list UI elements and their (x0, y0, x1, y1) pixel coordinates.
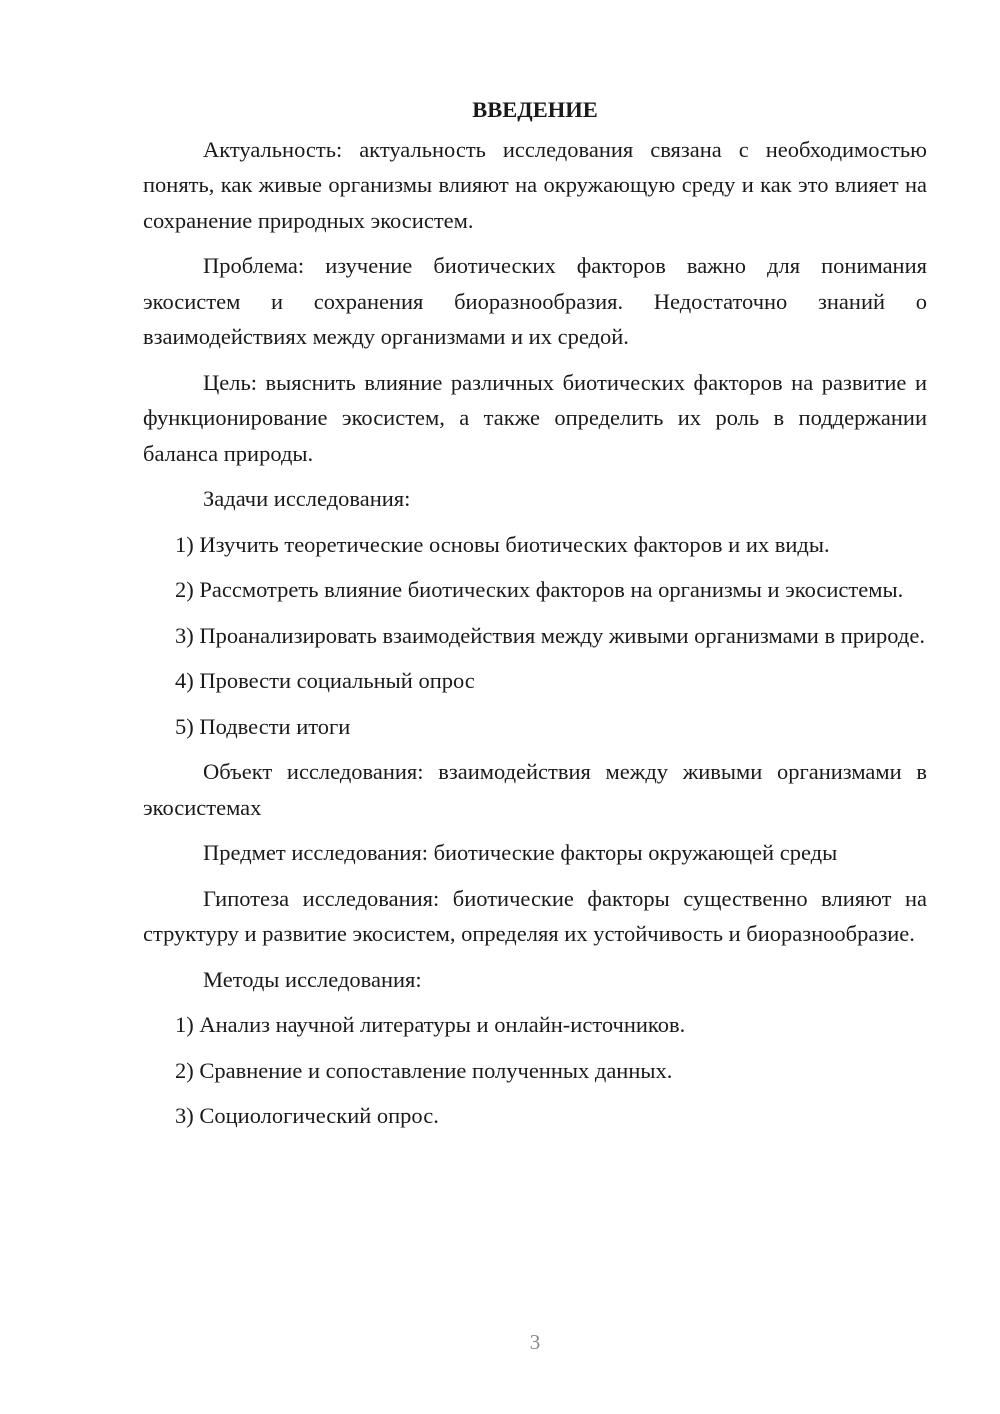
page-content (143, 92, 927, 1144)
problem-paragraph: Проблема: изучение биотических факторов важно для понимания экосистем и сохранения биоразнообразия. Недостаточно знаний о взаимодействиях между организмами и их средой. (143, 253, 927, 349)
task-item: 2) Рассмотреть влияние биотических факторов на организмы и экосистемы. (175, 577, 904, 602)
task-item: 5) Подвести итоги (175, 713, 351, 739)
method-item: 2) Сравнение и сопоставление полученных данных. (175, 1057, 673, 1083)
relevance-paragraph: Актуальность: актуальность исследования связана с необходимостью понять, как живые организмы влияют на окружающую среду и как это влияет на сохранение природных экосистем. (143, 136, 927, 233)
tasks-label: Задачи исследования: (203, 486, 411, 511)
object-paragraph: Объект исследования: взаимодействия между живыми организмами в экосистемах (143, 759, 927, 820)
goal-paragraph: Цель: выяснить влияние различных биотических факторов на развитие и функционирование экосистем, а также определить их роль в поддержании баланса природы. (143, 369, 927, 466)
method-item: 1) Анализ научной литературы и онлайн-источников. (175, 1012, 686, 1037)
section-title: ВВЕДЕНИЕ (472, 97, 598, 122)
task-item: 3) Проанализировать взаимодействия между живыми организмами в природе. (175, 622, 925, 648)
methods-label: Методы исследования: (203, 966, 422, 992)
page-number: 3 (529, 1330, 541, 1354)
task-item: 4) Провести социальный опрос (175, 668, 475, 693)
hypothesis-paragraph: Гипотеза исследования: биотические факторы существенно влияют на структуру и развитие экосистем, определяя их устойчивость и биоразнообразие. (143, 885, 927, 946)
subject-paragraph: Предмет исследования: биотические факторы окружающей среды (203, 840, 838, 865)
task-item: 1) Изучить теоретические основы биотических факторов и их виды. (175, 531, 830, 557)
method-item: 3) Социологический опрос. (175, 1103, 439, 1128)
